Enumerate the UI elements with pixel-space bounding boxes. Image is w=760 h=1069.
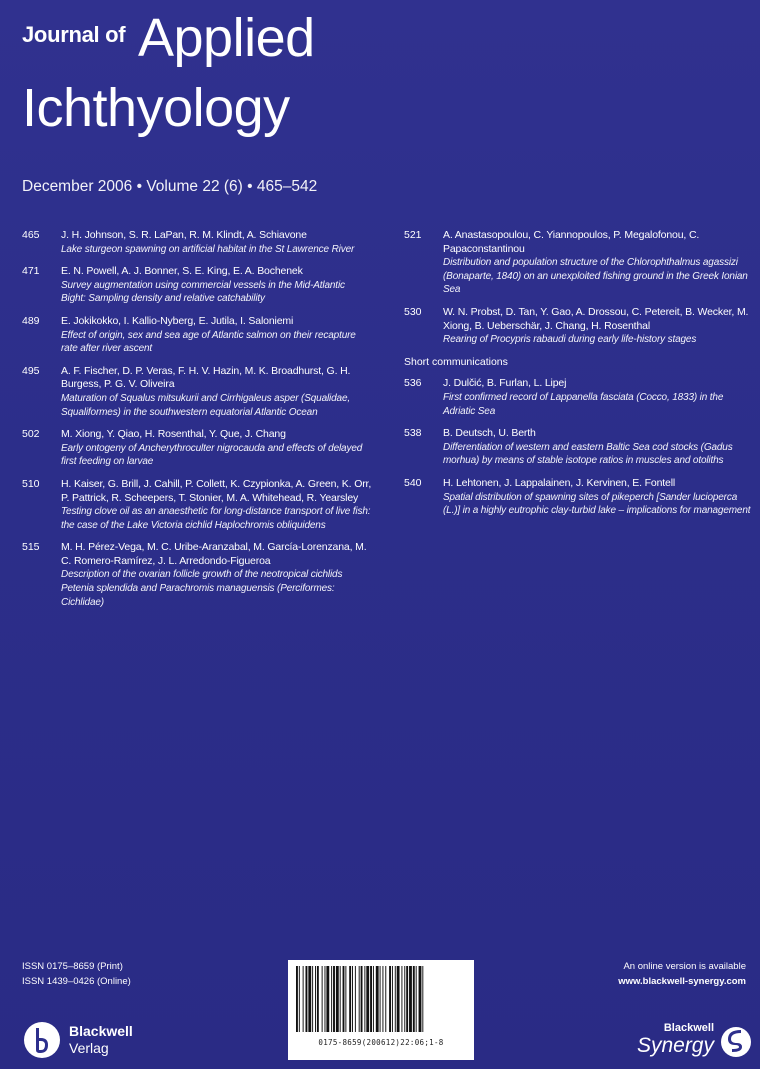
article-authors: H. Lehtonen, J. Lappalainen, J. Kervinen, E. Fontell	[443, 476, 676, 489]
article-entry	[22, 229, 372, 256]
barcode-bar	[355, 966, 356, 1032]
barcode-bar	[366, 966, 369, 1032]
article-authors: E. N. Powell, A. J. Bonner, S. E. King, E. A. Bochenek	[61, 265, 303, 278]
article-page: 495	[22, 364, 40, 377]
barcode-bar	[315, 966, 316, 1032]
article-page: 489	[22, 314, 40, 327]
issn-print: ISSN 0175–8659 (Print)	[22, 961, 123, 972]
barcode-bar	[397, 966, 400, 1032]
barcode-bar	[325, 966, 326, 1032]
article-authors: M. Xiong, Y. Qiao, H. Rosenthal, Y. Que, J. Chang	[61, 428, 286, 441]
contents-left-column	[22, 229, 372, 618]
blackwell-logo-icon	[22, 1020, 62, 1060]
barcode-bar	[392, 966, 393, 1032]
barcode-bar	[317, 966, 319, 1032]
article-entry	[404, 377, 754, 418]
article-authors: J. H. Johnson, S. R. LaPan, R. M. Klindt, A. Schiavone	[61, 229, 307, 241]
synergy-brand-line2: Synergy	[636, 1034, 714, 1057]
barcode	[288, 960, 474, 1060]
short-communications-heading: Short communications	[404, 355, 508, 368]
online-notice-text: An online version is available	[623, 961, 746, 972]
barcode-bar	[422, 966, 423, 1032]
barcode-bar	[303, 966, 304, 1032]
barcode-bar	[385, 966, 386, 1032]
online-notice	[546, 959, 746, 989]
article-authors: A. F. Fischer, D. P. Veras, F. H. V. Hazin, M. K. Broadhurst, G. H. Burgess, P. G. V. Oliveira	[61, 364, 351, 391]
barcode-bar	[308, 966, 311, 1032]
article-authors: B. Deutsch, U. Berth	[443, 427, 536, 440]
article-title: Rearing of Procypris rabaudi during early life-history stages	[443, 334, 697, 346]
barcode-bar	[299, 966, 300, 1032]
barcode-bar	[349, 966, 351, 1032]
article-page: 538	[404, 427, 422, 440]
barcode-bar	[401, 966, 402, 1032]
blackwell-verlag-logo	[22, 1020, 152, 1060]
barcode-number: 0175-8659(200612)22:06;1-8	[318, 1038, 444, 1047]
article-authors: W. N. Probst, D. Tan, Y. Gao, A. Drossou, C. Petereit, B. Wecker, M. Xiong, B. Ueberschär, J. Chang, H. Rosenthal	[443, 305, 749, 332]
barcode-bar	[380, 966, 381, 1032]
article-authors: A. Anastasopoulou, C. Yiannopoulos, P. Megalofonou, C. Papaconstantinou	[443, 229, 700, 255]
article-title: Description of the ovarian follicle growth of the neotropical cichlids Petenia splendida and Parachromis managuensis (Perciformes: Cichlidae)	[61, 569, 343, 608]
barcode-bar	[352, 966, 353, 1032]
barcode-bar	[373, 966, 374, 1032]
article-entry	[404, 427, 754, 468]
article-title: Effect of origin, sex and sea age of Atlantic salmon on their recapture rate after river ascent	[61, 329, 356, 355]
barcode-bar	[389, 966, 391, 1032]
article-entry	[22, 365, 372, 419]
barcode-bar	[343, 966, 345, 1032]
barcode-bar	[331, 966, 332, 1032]
barcode-bar	[359, 966, 360, 1032]
article-entry	[22, 478, 372, 532]
barcode-bar	[404, 966, 405, 1032]
barcode-bar	[345, 966, 346, 1032]
article-page: 540	[404, 476, 422, 489]
barcode-bar	[416, 966, 417, 1032]
article-page: 530	[404, 305, 422, 318]
synergy-swirl-icon	[720, 1026, 752, 1058]
article-title: Distribution and population structure of the Chlorophthalmus agassizi (Bonaparte, 1840) on an unexploited fishing ground in the Greek Ionian Sea	[443, 257, 748, 296]
article-page: 471	[22, 265, 40, 278]
barcode-bar	[336, 966, 339, 1032]
article-page: 465	[22, 229, 40, 241]
article-authors: E. Jokikokko, I. Kallio-Nyberg, E. Jutila, I. Saloniemi	[61, 314, 294, 327]
article-page: 536	[404, 377, 422, 390]
barcode-bar	[340, 966, 341, 1032]
barcode-bar	[296, 966, 298, 1032]
article-authors: H. Kaiser, G. Brill, J. Cahill, P. Collett, K. Czypionka, A. Green, K. Orr, P. Pattrick, R. Scheepers, T. Stonier, M. A. Whitehead, R. Yearsley	[61, 477, 372, 504]
masthead-ichthyology: Ichthyology	[22, 78, 290, 138]
masthead-journal-of: Journal of	[22, 22, 126, 47]
issn-online: ISSN 1439–0426 (Online)	[22, 976, 131, 987]
barcode-bar	[312, 966, 313, 1032]
article-title: Maturation of Squalus mitsukurii and Cirrhigaleus asper (Squalidae, Squaliformes) in the southwestern equatorial Atlantic Ocean	[61, 392, 350, 418]
article-entry	[404, 229, 754, 297]
article-authors: J. Dulčić, B. Furlan, L. Lipej	[443, 377, 567, 390]
contents-right-column	[404, 229, 754, 527]
publisher-name: Blackwell	[69, 1023, 133, 1039]
barcode-bar	[326, 966, 329, 1032]
barcode-bar	[322, 966, 323, 1032]
barcode-bar	[364, 966, 365, 1032]
article-title: Spatial distribution of spawning sites of pikeperch [Sander lucioperca (L.)] in a highly eutrophic clay-turbid lake – implications for management	[443, 491, 751, 517]
barcode-bar	[382, 966, 383, 1032]
article-entry	[404, 306, 754, 347]
article-page: 521	[404, 229, 422, 241]
barcode-bar	[306, 966, 308, 1032]
article-entry	[22, 315, 372, 356]
masthead-applied: Applied	[138, 8, 315, 68]
article-entry	[22, 541, 372, 609]
issn-block	[22, 959, 131, 989]
barcode-bars	[294, 966, 468, 1032]
article-title: Differentiation of western and eastern Baltic Sea cod stocks (Gadus morhua) by means of stable isotope ratios in muscles and otoliths	[443, 441, 733, 467]
barcode-bar	[376, 966, 379, 1032]
article-page: 515	[22, 541, 40, 554]
issue-line: December 2006 • Volume 22 (6) • 465–542	[22, 178, 318, 195]
barcode-bar	[370, 966, 372, 1032]
blackwell-synergy-logo	[622, 1020, 752, 1062]
barcode-bar	[395, 966, 396, 1032]
journal-masthead	[22, 8, 422, 172]
barcode-bar	[333, 966, 335, 1032]
article-authors: M. H. Pérez-Vega, M. C. Uribe-Aranzabal, M. García-Lorenzana, M. C. Romero-Ramírez, J. L. Arredondo-Figueroa	[61, 541, 367, 567]
barcode-bar	[409, 966, 412, 1032]
article-title: Early ontogeny of Ancherythroculter nigrocauda and effects of delayed first feeding on larvae	[61, 442, 363, 468]
publisher-subname: Verlag	[69, 1040, 109, 1056]
barcode-bar	[406, 966, 408, 1032]
article-title: Survey augmentation using commercial vessels in the Mid-Atlantic Bight: Sampling density and relative catchability	[61, 279, 345, 305]
article-title: Testing clove oil as an anaesthetic for long-distance transport of live fish: the case of the Lake Victoria cichlid Haplochromis obliquidens	[61, 506, 371, 531]
barcode-bar	[413, 966, 415, 1032]
synergy-brand-line1: Blackwell	[663, 1022, 714, 1034]
article-title: Lake sturgeon spawning on artificial habitat in the St Lawrence River	[61, 243, 355, 255]
article-page: 510	[22, 477, 40, 490]
article-entry	[404, 477, 754, 518]
barcode-bar	[419, 966, 422, 1032]
barcode-bar	[361, 966, 363, 1032]
article-page: 502	[22, 428, 40, 441]
article-entry	[22, 428, 372, 469]
online-url-link[interactable]: www.blackwell-synergy.com	[618, 976, 746, 987]
article-entry	[22, 265, 372, 306]
article-title: First confirmed record of Lappanella fasciata (Cocco, 1833) in the Adriatic Sea	[443, 391, 724, 417]
